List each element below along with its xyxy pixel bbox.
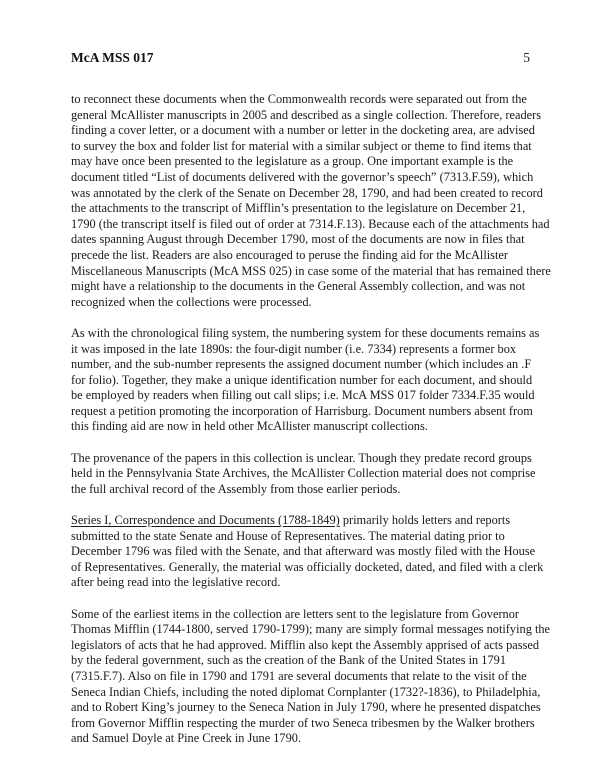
text-line: held in the Pennsylvania State Archives, the McAllister Collection material does not comprise [71, 466, 536, 481]
text-fragment: primarily holds letters and reports [339, 513, 511, 528]
text-line: general McAllister manuscripts in 2005 and described as a single collection. Therefore, readers [71, 107, 542, 122]
text-line: Seneca Indian Chiefs, including the noted diplomat Cornplanter (1732?-1836), to Philadelphia, [71, 684, 541, 699]
text-line: The provenance of the papers in this collection is unclear. Though they predate record groups [71, 450, 532, 465]
text-line: to survey the box and folder list for material with a similar subject or theme to find items that [71, 138, 532, 153]
series-one-heading: Series I, Correspondence and Documents (1788-1849) [71, 513, 340, 528]
text-line: might have a relationship to the documents in the General Assembly collection, and was not [71, 279, 526, 294]
page-header [71, 50, 530, 70]
text-line: was annotated by the clerk of the Senate on December 28, 1790, and had been created to record [71, 185, 543, 200]
text-line: may have once been presented to the legislature as a group. One important example is the [71, 154, 514, 169]
paragraph-provenance [71, 451, 541, 498]
text-line: this finding aid are now in held other McAllister manuscript collections. [71, 419, 428, 434]
text-line: and Samuel Doyle at Pine Creek in June 1790. [71, 731, 302, 746]
text-line: be employed by readers when filling out call slips; i.e. McA MSS 017 folder 7334.F.35 would [71, 388, 535, 403]
text-line: and to Robert King’s journey to the Seneca Nation in July 1790, where he presented dispatches [71, 700, 541, 715]
text-line: recognized when the collections were processed. [71, 294, 312, 309]
collection-id-heading: McA MSS 017 [71, 50, 154, 65]
paragraph-reconnect-documents [71, 92, 551, 310]
text-line: of Representatives. Generally, the material was officially docketed, dated, and filed with a clerk [71, 559, 544, 574]
text-line: December 1796 was filed with the Senate, and that afterward was mostly filed with the House [71, 544, 536, 559]
text-line: Some of the earliest items in the collection are letters sent to the legislature from Governor [71, 606, 520, 621]
text-line: dates spanning August through December 1790, most of the documents are now in files that [71, 232, 525, 247]
paragraph-series-one [71, 513, 544, 591]
page-number: 5 [523, 50, 530, 65]
text-line: precede the list. Readers are also encouraged to peruse the finding aid for the McAllister [71, 247, 509, 262]
text-line: submitted to the state Senate and House of Representatives. The material dating prior to [71, 528, 505, 543]
text-line: the full archival record of the Assembly from those earlier periods. [71, 481, 401, 496]
text-line: by the federal government, such as the creation of the Bank of the United States in 1791 [71, 653, 506, 668]
text-line: As with the chronological filing system, the numbering system for these documents remains as [71, 325, 540, 340]
text-line: legislators of acts that he had approved. Mifflin also kept the Assembly apprised of acts passed [71, 637, 540, 652]
text-line: after being read into the legislative record. [71, 575, 281, 590]
paragraph-numbering-system [71, 326, 541, 435]
text-line [71, 513, 541, 529]
text-line: request a petition promoting the incorporation of Harrisburg. Document numbers absent from [71, 403, 533, 418]
text-line: Thomas Mifflin (1744-1800, served 1790-1799); many are simply formal messages notifying the [71, 622, 551, 637]
text-line: 1790 (the transcript itself is filed out of order at 7314.F.13). Because each of the attachments had [71, 216, 550, 231]
text-line: finding a cover letter, or a document with a number or letter in the docketing area, are advised [71, 123, 535, 138]
text-line: (7315.F.7). Also on file in 1790 and 1791 are several documents that relate to the visit of the [71, 668, 527, 683]
text-line: from Governor Mifflin respecting the murder of two Seneca tribesmen by the Walker brothers [71, 715, 535, 730]
text-line: the attachments to the transcript of Mifflin’s presentation to the legislature on December 21, [71, 201, 526, 216]
text-line: document titled “List of documents delivered with the governor’s speech” (7313.F.59), which [71, 169, 534, 184]
text-line: to reconnect these documents when the Commonwealth records were separated out from the [71, 92, 527, 106]
text-line: Miscellaneous Manuscripts (McA MSS 025) in case some of the material that has remained there [71, 263, 551, 278]
document-body [71, 92, 551, 763]
text-line: it was imposed in the late 1890s: the four-digit number (i.e. 7334) represents a former box [71, 341, 517, 356]
text-line: for folio). Together, they make a unique identification number for each document, and should [71, 372, 533, 387]
paragraph-earliest-items [71, 606, 551, 747]
text-line: number, and the sub-number represents the assigned document number (which includes an .F [71, 357, 532, 372]
